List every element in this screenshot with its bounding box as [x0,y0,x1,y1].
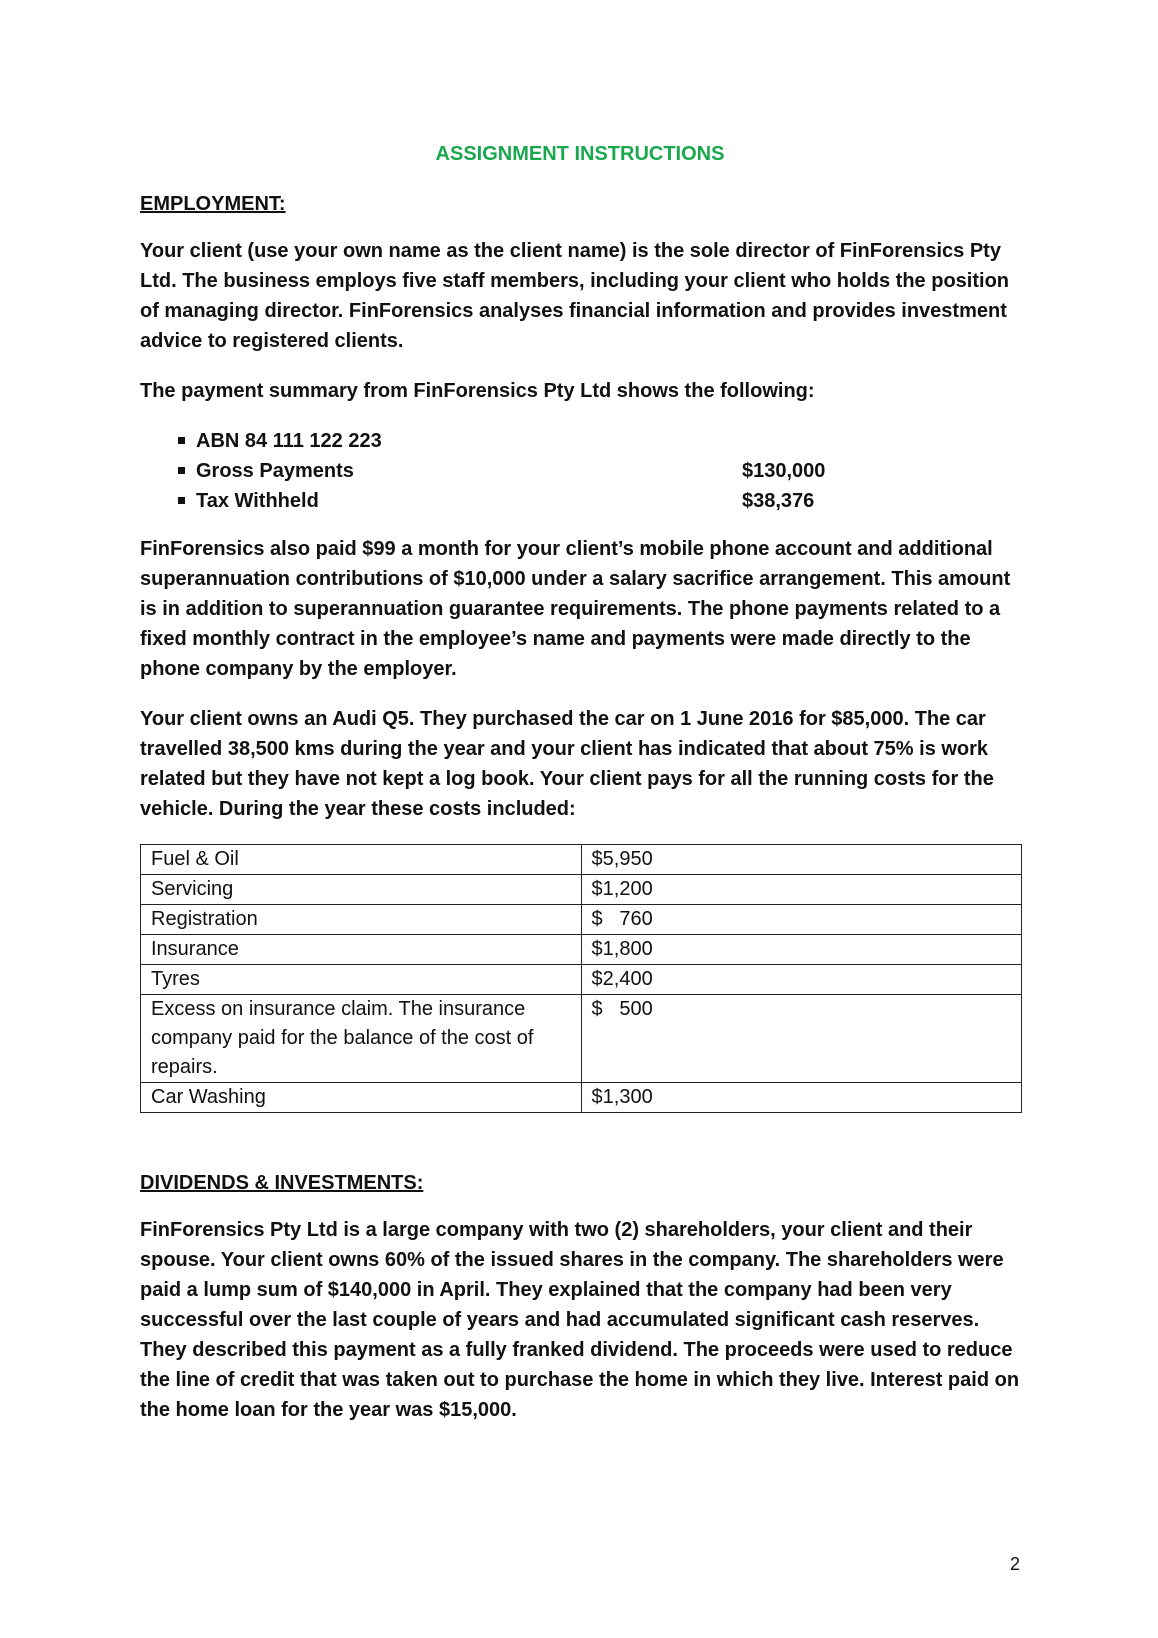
list-item [178,486,1020,516]
employment-heading: EMPLOYMENT: [140,193,286,215]
employment-paragraph-1: Your client (use your own name as the client name) is the sole director of FinForensics Pty Ltd. The business employs five staff members, including your client who holds the position of managing director. FinForensics analyses financial information and provides investment advice to registered clients. [140,240,1010,352]
cost-amount-cell: $1,200 [581,875,1021,905]
vehicle-costs-table [140,844,1022,1113]
cost-item-cell: Fuel & Oil [141,845,582,875]
cost-item-cell: Car Washing [141,1083,582,1113]
square-bullet-icon [178,467,185,474]
bullet-label: Gross Payments [196,460,354,482]
page-number: 2 [1010,1554,1021,1574]
employment-paragraph-4: Your client owns an Audi Q5. They purchased the car on 1 June 2016 for $85,000. The car travelled 38,500 kms during the year and your client has indicated that about 75% is work related but they have not kept a log book. Your client pays for all the running costs for the vehicle. During the year these costs included: [140,708,994,820]
bullet-label: Tax Withheld [196,490,319,512]
bullet-value: $38,376 [742,490,815,512]
cost-item-cell: Insurance [141,935,582,965]
bullet-value [742,426,942,456]
cost-amount-cell: $1,800 [581,935,1021,965]
cost-item-cell: Registration [141,905,582,935]
bullet-label: ABN 84 111 122 223 [196,430,382,452]
table-row [141,995,1022,1083]
bullet-value: $130,000 [742,460,826,482]
square-bullet-icon [178,497,185,504]
cost-amount-cell: $1,300 [581,1083,1021,1113]
cost-item-cell: Excess on insurance claim. The insurance company paid for the balance of the cost of repairs. [141,995,582,1083]
cost-item-cell: Servicing [141,875,582,905]
cost-amount-cell: $5,950 [581,845,1021,875]
employment-paragraph-2: The payment summary from FinForensics Pty Ltd shows the following: [140,380,815,402]
document-page [140,140,1020,1445]
table-row [141,965,1022,995]
dividends-paragraph-1: FinForensics Pty Ltd is a large company with two (2) shareholders, your client and their spouse. Your client owns 60% of the issued shares in the company. The shareholders were paid a lump sum of $140,000 in April. They explained that the company had been very successful over the last couple of years and had accumulated significant cash reserves. They described this payment as a fully franked dividend. The proceeds were used to reduce the line of credit that was taken out to purchase the home in which they live. Interest paid on the home loan for the year was $15,000. [140,1219,1020,1421]
payment-summary-list [140,426,1020,516]
employment-paragraph-3: FinForensics also paid $99 a month for your client’s mobile phone account and additional superannuation contributions of $10,000 under a salary sacrifice arrangement. This amount is in addition to superannuation guarantee requirements. The phone payments related to a fixed monthly contract in the employee’s name and payments were made directly to the phone company by the employer. [140,538,1011,680]
list-item [178,426,1020,456]
dividends-heading: DIVIDENDS & INVESTMENTS: [140,1172,424,1194]
table-row [141,845,1022,875]
table-row [141,935,1022,965]
table-row [141,1083,1022,1113]
cost-amount-cell: $ 500 [581,995,1021,1083]
cost-amount-cell: $ 760 [581,905,1021,935]
square-bullet-icon [178,437,185,444]
table-row [141,875,1022,905]
table-row [141,905,1022,935]
list-item [178,456,1020,486]
cost-item-cell: Tyres [141,965,582,995]
cost-amount-cell: $2,400 [581,965,1021,995]
page-title: ASSIGNMENT INSTRUCTIONS [435,143,725,165]
